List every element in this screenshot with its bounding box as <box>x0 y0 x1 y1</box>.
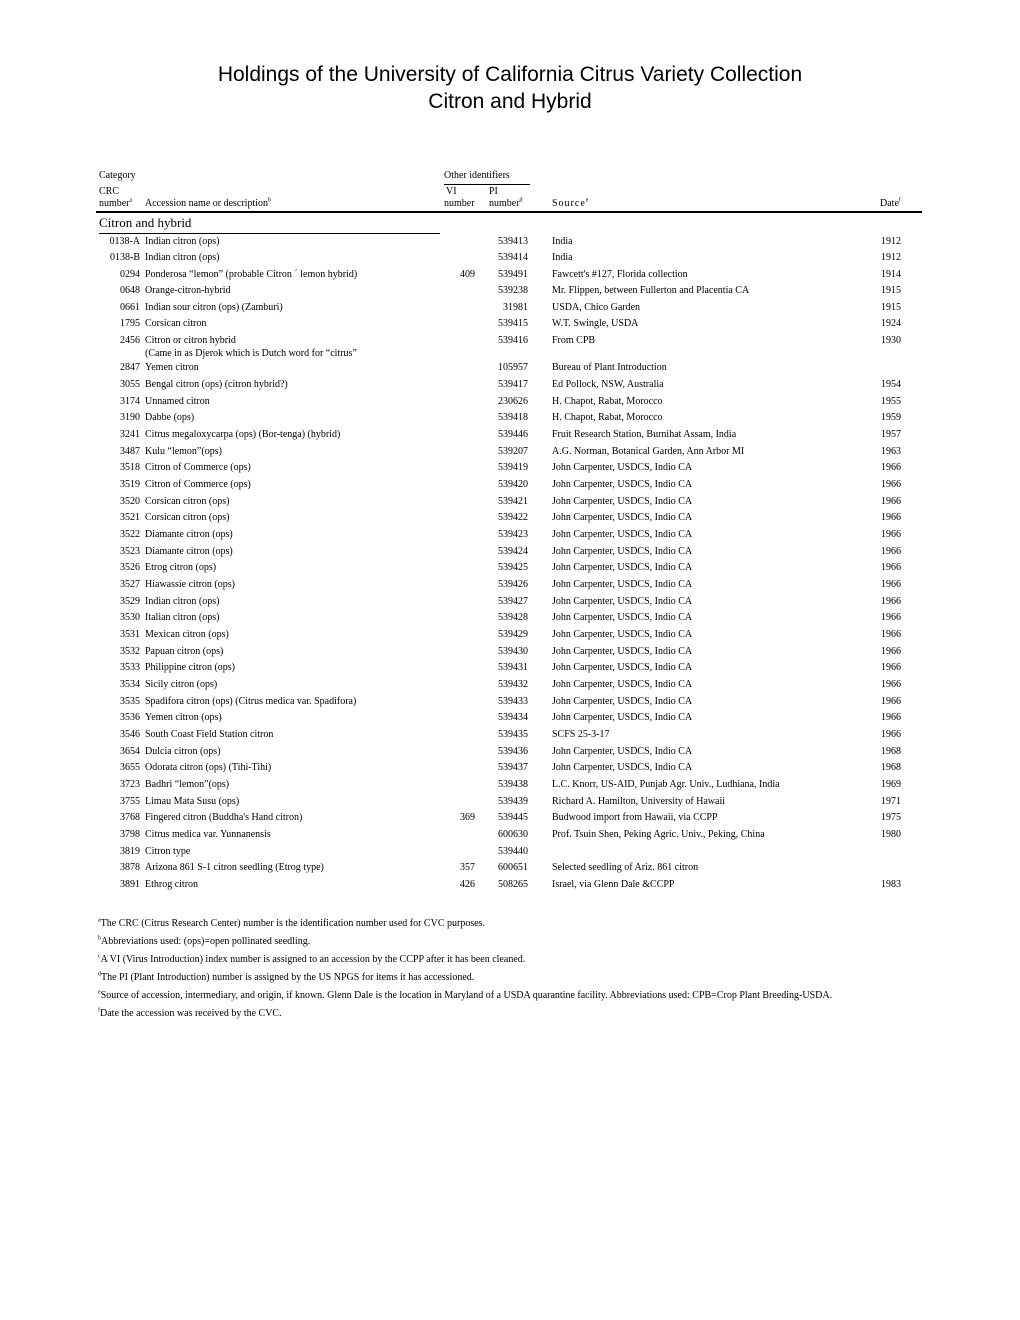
cell-pi-number: 539416 <box>498 335 528 346</box>
cell-name: Etrog citron (ops) <box>145 562 217 573</box>
cell-date: 1930 <box>881 335 901 346</box>
cell-source: John Carpenter, USDCS, Indio CA <box>552 562 693 573</box>
footnote-text: Source of accession, intermediary, and origin, if known. Glenn Dale is the location in Maryland of a USDA quarantine facility. Abbreviations used: CPB=Crop Plant Breeding-USDA. <box>100 990 833 1001</box>
table-row <box>0 879 1020 893</box>
cell-source: John Carpenter, USDCS, Indio CA <box>552 762 693 773</box>
table-row <box>0 596 1020 610</box>
cell-pi-number: 539425 <box>498 562 528 573</box>
cell-pi-number: 539415 <box>498 318 528 329</box>
cell-crc: 0648 <box>120 285 140 296</box>
cell-vi-number: 409 <box>460 269 475 280</box>
table-row <box>0 362 1020 376</box>
cell-source: John Carpenter, USDCS, Indio CA <box>552 546 693 557</box>
cell-crc: 3531 <box>120 629 140 640</box>
cell-crc: 3241 <box>120 429 140 440</box>
section-rule <box>99 233 440 234</box>
cell-pi-number: 539421 <box>498 496 528 507</box>
header-other-identifiers-rule <box>444 184 530 185</box>
cell-name: Dulcia citron (ops) <box>145 746 221 757</box>
cell-pi-number: 230626 <box>498 396 528 407</box>
cell-name: Bengal citron (ops) (citron hybrid?) <box>145 379 288 390</box>
table-row <box>0 746 1020 760</box>
cell-pi-number: 31981 <box>503 302 528 313</box>
cell-name: Fingered citron (Buddha's Hand citron) <box>145 812 303 823</box>
table-row <box>0 446 1020 460</box>
cell-crc: 3819 <box>120 846 140 857</box>
footnote-text: A VI (Virus Introduction) index number is assigned to an accession by the CCPP after it has been cleaned. <box>100 954 526 965</box>
table-row <box>0 496 1020 510</box>
cell-vi-number: 369 <box>460 812 475 823</box>
cell-pi-number: 539491 <box>498 269 528 280</box>
cell-pi-number: 539437 <box>498 762 528 773</box>
cell-name: Ponderosa “lemon” (probable Citron ´ lemon hybrid) <box>145 269 358 280</box>
table-row <box>0 269 1020 283</box>
cell-name: Corsican citron (ops) <box>145 512 230 523</box>
cell-crc: 3521 <box>120 512 140 523</box>
cell-name: Citrus medica var. Yunnanensis <box>145 829 271 840</box>
footnote-mark: f <box>98 1007 100 1014</box>
cell-pi-number: 539438 <box>498 779 528 790</box>
cell-source: John Carpenter, USDCS, Indio CA <box>552 662 693 673</box>
table-row <box>0 679 1020 693</box>
table-row <box>0 396 1020 410</box>
table-row <box>0 285 1020 299</box>
cell-pi-number: 539414 <box>498 252 528 263</box>
cell-date: 1954 <box>881 379 901 390</box>
cell-source: John Carpenter, USDCS, Indio CA <box>552 629 693 640</box>
cell-vi-number: 426 <box>460 879 475 890</box>
cell-source: John Carpenter, USDCS, Indio CA <box>552 512 693 523</box>
footnote-mark: e <box>98 989 101 996</box>
header-category: Category <box>99 170 136 181</box>
cell-name: Diamante citron (ops) <box>145 529 233 540</box>
cell-date: 1924 <box>881 318 901 329</box>
cell-date: 1980 <box>881 829 901 840</box>
cell-date: 1963 <box>881 446 901 457</box>
table-row <box>0 729 1020 743</box>
cell-name: Yemen citron (ops) <box>145 712 222 723</box>
cell-name: Limau Mata Susu (ops) <box>145 796 240 807</box>
table-row <box>0 529 1020 543</box>
page-title: Holdings of the University of California Citrus Variety Collection <box>217 63 803 86</box>
cell-date: 1966 <box>881 662 901 673</box>
cell-name: Citron or citron hybrid <box>145 335 236 346</box>
cell-date: 1915 <box>881 302 901 313</box>
cell-pi-number: 539422 <box>498 512 528 523</box>
cell-crc: 0294 <box>120 269 140 280</box>
cell-name: Citron type <box>145 846 191 857</box>
footnote-text: Date the accession was received by the CVC. <box>100 1008 282 1019</box>
table-row <box>0 812 1020 826</box>
cell-crc: 3055 <box>120 379 140 390</box>
cell-crc: 3519 <box>120 479 140 490</box>
cell-source: W.T. Swingle, USDA <box>552 318 639 329</box>
cell-crc: 3655 <box>120 762 140 773</box>
footnote <box>98 972 474 984</box>
cell-crc: 3190 <box>120 412 140 423</box>
table-row <box>0 335 1020 359</box>
cell-name: Unnamed citron <box>145 396 210 407</box>
cell-date: 1983 <box>881 879 901 890</box>
cell-pi-number: 539417 <box>498 379 528 390</box>
cell-name: Corsican citron (ops) <box>145 496 230 507</box>
cell-source: SCFS 25-3-17 <box>552 729 610 740</box>
cell-name: Orange-citron-hybrid <box>145 285 231 296</box>
cell-crc: 0661 <box>120 302 140 313</box>
cell-date: 1968 <box>881 762 901 773</box>
cell-source: H. Chapot, Rabat, Morocco <box>552 396 663 407</box>
cell-crc: 2847 <box>120 362 140 373</box>
cell-date: 1966 <box>881 696 901 707</box>
header-other-identifiers: Other identifiers <box>444 170 510 181</box>
header-date: Date$^f$ <box>880 197 901 209</box>
cell-date: 1966 <box>881 579 901 590</box>
cell-pi-number: 600651 <box>498 862 528 873</box>
cell-crc: 3529 <box>120 596 140 607</box>
cell-source: Ed Pollock, NSW, Australia <box>552 379 664 390</box>
cell-date: 1959 <box>881 412 901 423</box>
cell-source: John Carpenter, USDCS, Indio CA <box>552 529 693 540</box>
cell-source: John Carpenter, USDCS, Indio CA <box>552 746 693 757</box>
footnote-text: Abbreviations used: (ops)=open pollinated seedling. <box>101 936 311 947</box>
cell-pi-number: 600630 <box>498 829 528 840</box>
header-crc-top: CRC <box>99 186 120 197</box>
cell-crc: 3535 <box>120 696 140 707</box>
cell-name: Philippine citron (ops) <box>145 662 235 673</box>
cell-pi-number: 539433 <box>498 696 528 707</box>
cell-pi-number: 539439 <box>498 796 528 807</box>
cell-source: John Carpenter, USDCS, Indio CA <box>552 596 693 607</box>
cell-crc: 3174 <box>120 396 140 407</box>
header-accession-name: Accession name or description$^b$ <box>145 197 272 209</box>
cell-date: 1975 <box>881 812 901 823</box>
cell-pi-number: 539427 <box>498 596 528 607</box>
cell-date: 1966 <box>881 562 901 573</box>
cell-name: South Coast Field Station citron <box>145 729 274 740</box>
table-row <box>0 612 1020 626</box>
header-pi-top: PI <box>489 186 498 197</box>
table-row <box>0 696 1020 710</box>
cell-name: Kulu “lemon”(ops) <box>145 446 222 457</box>
cell-date: 1966 <box>881 629 901 640</box>
cell-crc: 3891 <box>120 879 140 890</box>
footnote <box>98 936 310 948</box>
cell-pi-number: 539207 <box>498 446 528 457</box>
cell-vi-number: 357 <box>460 862 475 873</box>
cell-date: 1915 <box>881 285 901 296</box>
cell-source: John Carpenter, USDCS, Indio CA <box>552 712 693 723</box>
table-row <box>0 412 1020 426</box>
cell-name: Corsican citron <box>145 318 207 329</box>
cell-pi-number: 539424 <box>498 546 528 557</box>
table-row <box>0 579 1020 593</box>
footnote <box>98 1008 282 1020</box>
cell-crc: 3798 <box>120 829 140 840</box>
cell-date: 1912 <box>881 252 901 263</box>
table-row <box>0 546 1020 560</box>
cell-crc: 3518 <box>120 462 140 473</box>
footnote-mark: b <box>98 935 101 942</box>
header-vi-bottom: number <box>444 198 475 209</box>
cell-crc: 3532 <box>120 646 140 657</box>
cell-date: 1966 <box>881 612 901 623</box>
table-row <box>0 629 1020 643</box>
cell-source: John Carpenter, USDCS, Indio CA <box>552 696 693 707</box>
cell-pi-number: 539430 <box>498 646 528 657</box>
cell-name: Dabbe (ops) <box>145 412 195 423</box>
cell-name: Diamante citron (ops) <box>145 546 233 557</box>
cell-source: H. Chapot, Rabat, Morocco <box>552 412 663 423</box>
cell-crc: 0138-A <box>109 236 140 247</box>
cell-crc: 2456 <box>120 335 140 346</box>
cell-crc: 3520 <box>120 496 140 507</box>
cell-crc: 3654 <box>120 746 140 757</box>
table-row <box>0 462 1020 476</box>
cell-date: 1966 <box>881 679 901 690</box>
cell-pi-number: 539418 <box>498 412 528 423</box>
table-row <box>0 646 1020 660</box>
cell-name: Citron of Commerce (ops) <box>145 479 251 490</box>
cell-source: Fawcett's #127, Florida collection <box>552 269 688 280</box>
footnote <box>98 990 832 1002</box>
cell-source: Fruit Research Station, Burnihat Assam, India <box>552 429 737 440</box>
table-row <box>0 512 1020 526</box>
cell-crc: 3536 <box>120 712 140 723</box>
cell-date: 1966 <box>881 462 901 473</box>
cell-source: Bureau of Plant Introduction <box>552 362 667 373</box>
cell-name: Badhri “lemon”(ops) <box>145 779 230 790</box>
cell-source: Selected seedling of Ariz. 861 citron <box>552 862 699 873</box>
table-row <box>0 779 1020 793</box>
cell-name: Arizona 861 S-1 citron seedling (Etrog type) <box>145 862 324 873</box>
cell-crc: 1795 <box>120 318 140 329</box>
cell-name: Indian sour citron (ops) (Zamburi) <box>145 302 283 313</box>
table-row <box>0 318 1020 332</box>
cell-source: Israel, via Glenn Dale &CCPP <box>552 879 675 890</box>
table-row <box>0 846 1020 860</box>
header-crc-bottom: number$^a$ <box>99 197 133 209</box>
cell-date: 1966 <box>881 529 901 540</box>
cell-date: 1968 <box>881 746 901 757</box>
cell-pi-number: 105957 <box>498 362 528 373</box>
cell-source: L.C. Knorr, US-AID, Punjab Agr. Univ., Ludhiana, India <box>552 779 780 790</box>
cell-source: John Carpenter, USDCS, Indio CA <box>552 612 693 623</box>
table-row <box>0 862 1020 876</box>
cell-source: USDA, Chico Garden <box>552 302 641 313</box>
table-row <box>0 762 1020 776</box>
cell-pi-number: 539434 <box>498 712 528 723</box>
cell-crc: 3878 <box>120 862 140 873</box>
cell-pi-number: 539445 <box>498 812 528 823</box>
cell-name-note: (Came in as Djerok which is Dutch word for “citrus” <box>145 348 357 359</box>
cell-name: Italian citron (ops) <box>145 612 220 623</box>
header-bottom-rule <box>96 211 922 213</box>
cell-source: John Carpenter, USDCS, Indio CA <box>552 646 693 657</box>
cell-pi-number: 539419 <box>498 462 528 473</box>
cell-pi-number: 508265 <box>498 879 528 890</box>
cell-date: 1914 <box>881 269 901 280</box>
cell-name: Sicily citron (ops) <box>145 679 218 690</box>
cell-crc: 3768 <box>120 812 140 823</box>
cell-name: Yemen citron <box>145 362 199 373</box>
cell-name: Hiawassie citron (ops) <box>145 579 235 590</box>
cell-crc: 3546 <box>120 729 140 740</box>
cell-crc: 3534 <box>120 679 140 690</box>
table-row <box>0 236 1020 250</box>
cell-crc: 3526 <box>120 562 140 573</box>
cell-date: 1966 <box>881 712 901 723</box>
cell-name: Spadifora citron (ops) (Citrus medica var. Spadifora) <box>145 696 357 707</box>
cell-date: 1966 <box>881 596 901 607</box>
cell-crc: 3723 <box>120 779 140 790</box>
cell-pi-number: 539423 <box>498 529 528 540</box>
table-row <box>0 562 1020 576</box>
cell-pi-number: 539428 <box>498 612 528 623</box>
cell-crc: 3522 <box>120 529 140 540</box>
cell-name: Mexican citron (ops) <box>145 629 229 640</box>
cell-date: 1971 <box>881 796 901 807</box>
cell-name: Indian citron (ops) <box>145 252 220 263</box>
section-label: Citron and hybrid <box>99 215 192 230</box>
cell-crc: 3530 <box>120 612 140 623</box>
cell-date: 1966 <box>881 729 901 740</box>
cell-crc: 3533 <box>120 662 140 673</box>
cell-source: John Carpenter, USDCS, Indio CA <box>552 679 693 690</box>
cell-crc: 3755 <box>120 796 140 807</box>
cell-source: John Carpenter, USDCS, Indio CA <box>552 479 693 490</box>
footnote-mark: d <box>98 971 101 978</box>
table-row <box>0 829 1020 843</box>
table-row <box>0 429 1020 443</box>
cell-source: From CPB <box>552 335 596 346</box>
cell-source: John Carpenter, USDCS, Indio CA <box>552 579 693 590</box>
cell-source: A.G. Norman, Botanical Garden, Ann Arbor MI <box>552 446 745 457</box>
cell-pi-number: 539431 <box>498 662 528 673</box>
table-row <box>0 379 1020 393</box>
cell-pi-number: 539426 <box>498 579 528 590</box>
cell-source: Budwood import from Hawaii, via CCPP <box>552 812 718 823</box>
cell-date: 1969 <box>881 779 901 790</box>
cell-date: 1912 <box>881 236 901 247</box>
cell-pi-number: 539238 <box>498 285 528 296</box>
header-pi-bottom: number$^d$ <box>489 197 523 209</box>
cell-name: Odorata citron (ops) (Tihi-Tihi) <box>145 762 272 773</box>
cell-crc: 0138-B <box>110 252 140 263</box>
cell-crc: 3523 <box>120 546 140 557</box>
cell-crc: 3487 <box>120 446 140 457</box>
cell-crc: 3527 <box>120 579 140 590</box>
footnote-text: The CRC (Citrus Research Center) number is the identification number used for CVC purposes. <box>100 918 486 929</box>
cell-pi-number: 539440 <box>498 846 528 857</box>
cell-name: Papuan citron (ops) <box>145 646 224 657</box>
table-row <box>0 796 1020 810</box>
cell-source: India <box>552 252 573 263</box>
cell-pi-number: 539429 <box>498 629 528 640</box>
cell-pi-number: 539435 <box>498 729 528 740</box>
cell-name: Indian citron (ops) <box>145 596 220 607</box>
header-source: Source$^e$ <box>552 197 590 209</box>
cell-pi-number: 539446 <box>498 429 528 440</box>
footnote-text: The PI (Plant Introduction) number is assigned by the US NPGS for items it has accessioned. <box>101 972 475 983</box>
table-row <box>0 252 1020 266</box>
cell-date: 1966 <box>881 646 901 657</box>
cell-date: 1966 <box>881 496 901 507</box>
table-row <box>0 479 1020 493</box>
cell-source: John Carpenter, USDCS, Indio CA <box>552 462 693 473</box>
cell-name: Citrus megaloxycarpa (ops) (Bor-tenga) (hybrid) <box>145 429 341 440</box>
cell-name: Indian citron (ops) <box>145 236 220 247</box>
page-subtitle: Citron and Hybrid <box>428 90 592 113</box>
cell-source: John Carpenter, USDCS, Indio CA <box>552 496 693 507</box>
cell-date: 1966 <box>881 512 901 523</box>
cell-date: 1966 <box>881 479 901 490</box>
footnote-mark: c <box>98 953 101 960</box>
cell-source: India <box>552 236 573 247</box>
cell-pi-number: 539436 <box>498 746 528 757</box>
cell-date: 1955 <box>881 396 901 407</box>
cell-pi-number: 539413 <box>498 236 528 247</box>
table-row <box>0 662 1020 676</box>
cell-source: Prof. Tsuin Shen, Peking Agric. Univ., Peking, China <box>552 829 765 840</box>
footnote <box>98 918 485 930</box>
table-row <box>0 302 1020 316</box>
cell-name: Citron of Commerce (ops) <box>145 462 251 473</box>
footnote-mark: a <box>98 917 101 924</box>
cell-source: Richard A. Hamilton, University of Hawaii <box>552 796 726 807</box>
cell-date: 1966 <box>881 546 901 557</box>
cell-pi-number: 539432 <box>498 679 528 690</box>
cell-date: 1957 <box>881 429 901 440</box>
cell-source: Mr. Flippen, between Fullerton and Placentia CA <box>552 285 750 296</box>
cell-name: Ethrog citron <box>145 879 199 890</box>
footnote <box>98 954 525 966</box>
header-vi-top: VI <box>446 186 457 197</box>
table-row <box>0 712 1020 726</box>
cell-pi-number: 539420 <box>498 479 528 490</box>
